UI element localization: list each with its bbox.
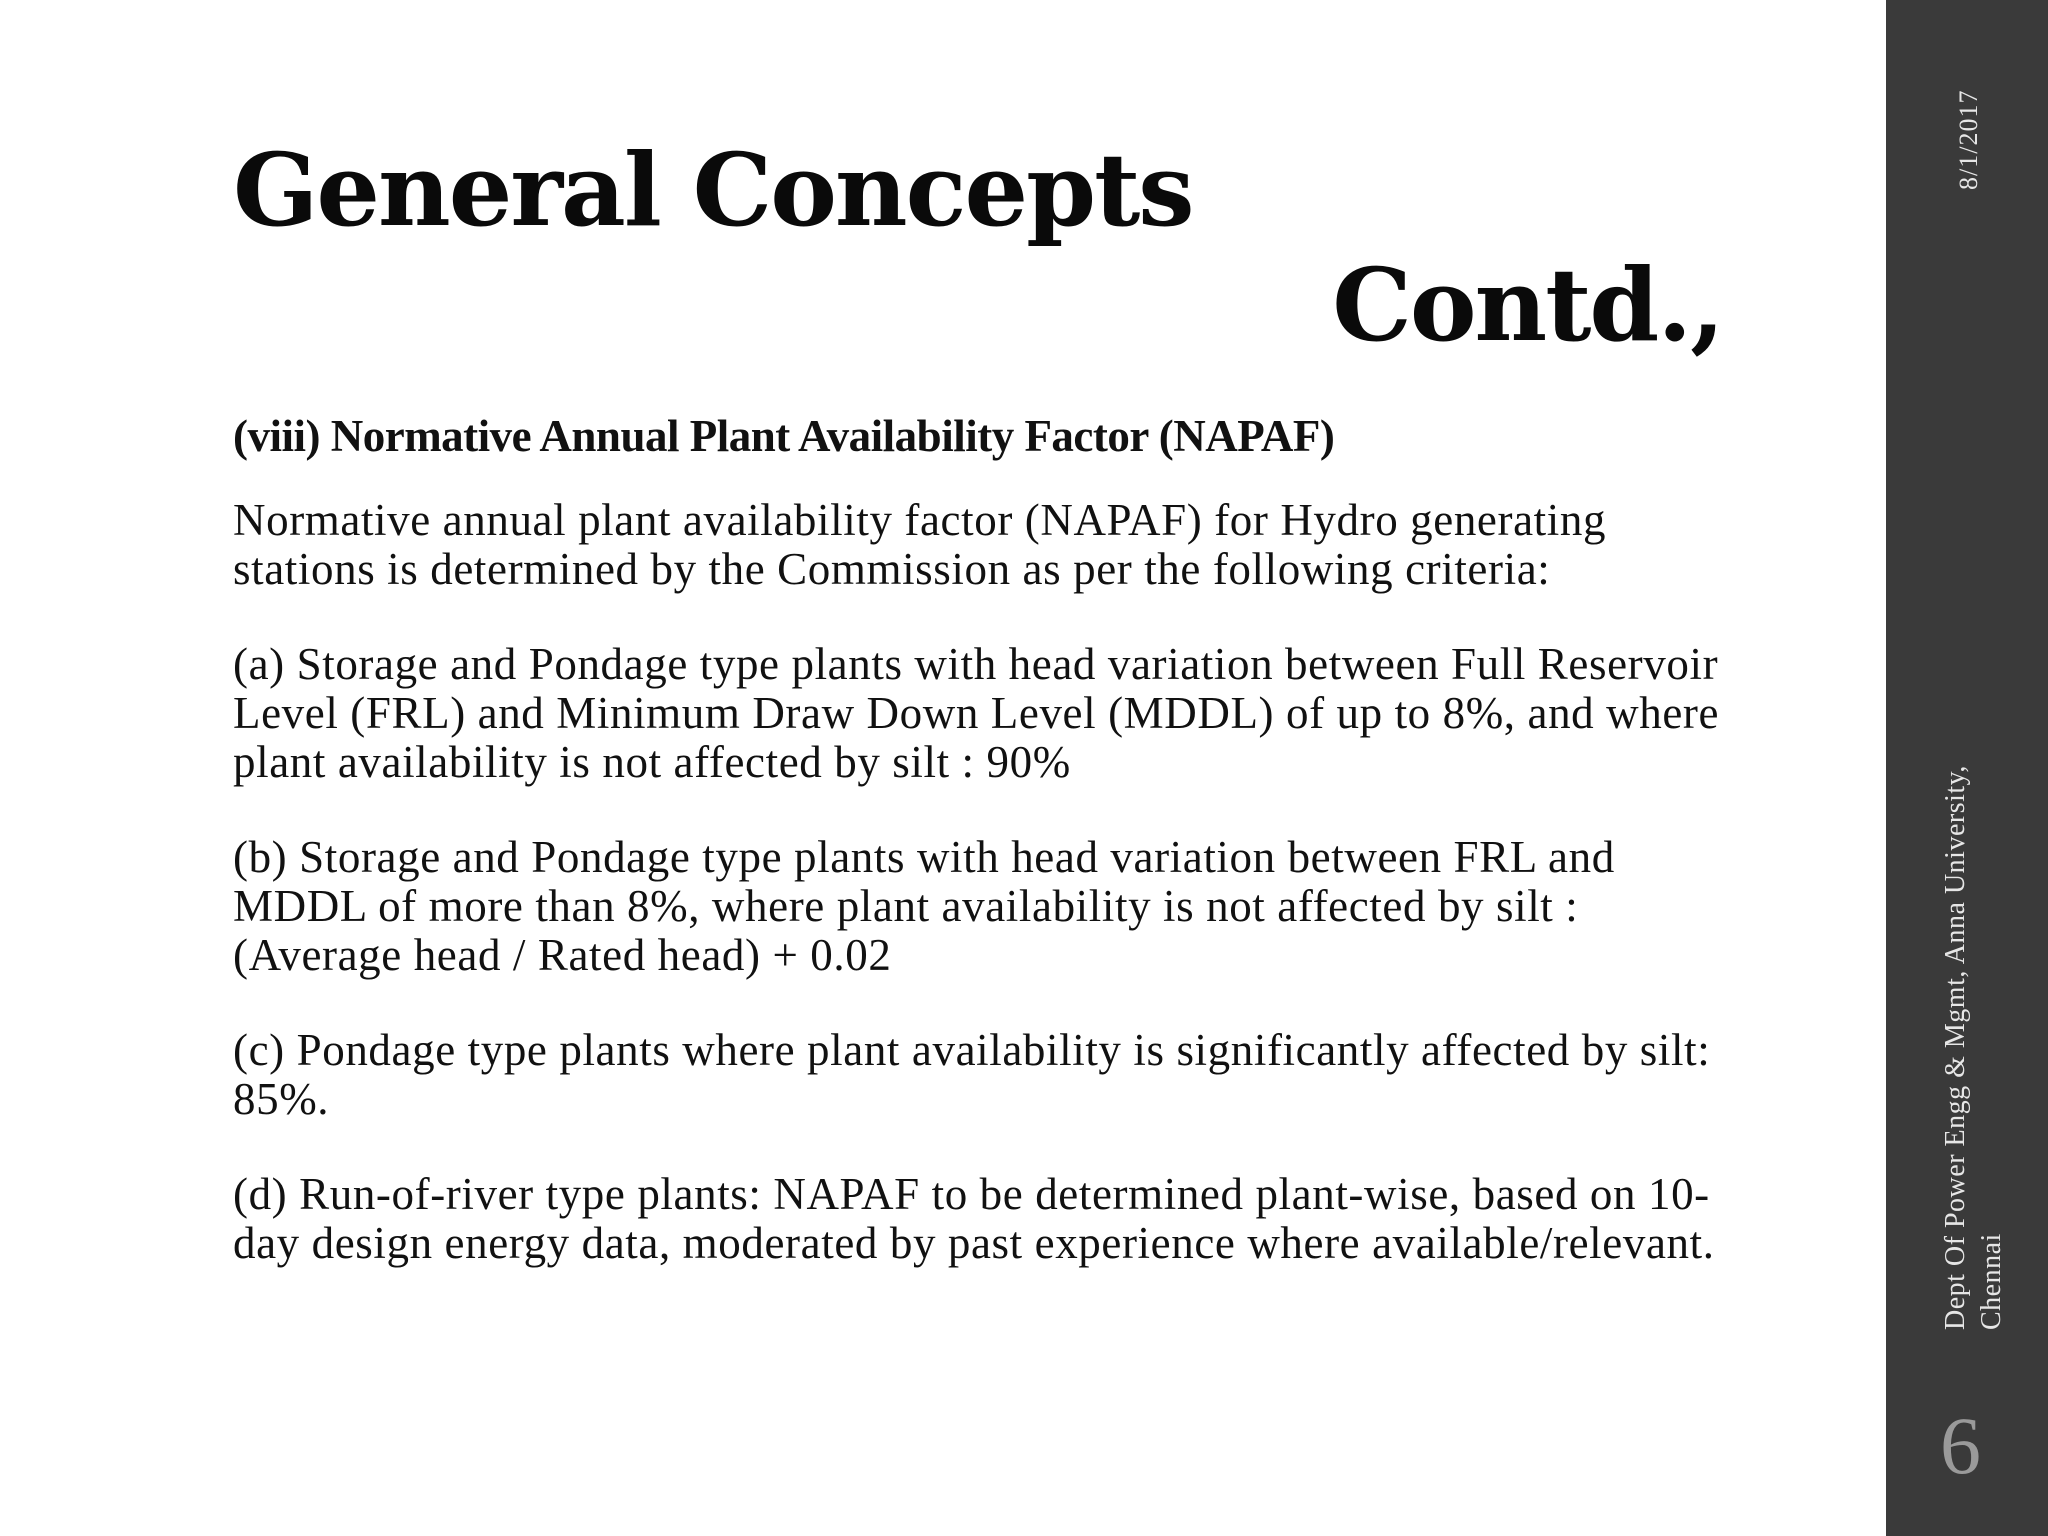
criterion-c: (c) Pondage type plants where plant availability is significantly affected by silt: 85%. <box>233 1024 1711 1124</box>
slide-footer <box>1938 765 2010 1330</box>
slide-title: General Concepts <box>233 131 1193 249</box>
intro-paragraph: Normative annual plant availability factor (NAPAF) for Hydro generating stations is determined by the Commission as per the following criteria: <box>233 494 1607 594</box>
footer-line-2: Chennai <box>1976 1233 2007 1330</box>
section-heading: (viii) Normative Annual Plant Availability Factor (NAPAF) <box>233 411 1335 461</box>
criterion-b: (b) Storage and Pondage type plants with head variation between FRL and MDDL of more than 8%, where plant availability is not affected by silt : (Average head / Rated head) + 0.02 <box>233 831 1615 980</box>
slide-body <box>233 412 1753 1314</box>
slide-title-continued: Contd., <box>1332 246 1723 364</box>
page-number: 6 <box>1940 1400 1981 1491</box>
footer-line-1: Dept Of Power Engg & Mgmt, Anna University, <box>1940 765 1971 1330</box>
slide-date: 8/1/2017 <box>1954 89 1983 190</box>
criterion-a: (a) Storage and Pondage type plants with head variation between Full Reservoir Level (FRL) and Minimum Draw Down Level (MDDL) of up to 8%, and where plant availability is not affected by silt : 90% <box>233 638 1720 787</box>
criterion-d: (d) Run-of-river type plants: NAPAF to be determined plant-wise, based on 10-day design energy data, moderated by past experience where available/relevant. <box>233 1168 1715 1268</box>
